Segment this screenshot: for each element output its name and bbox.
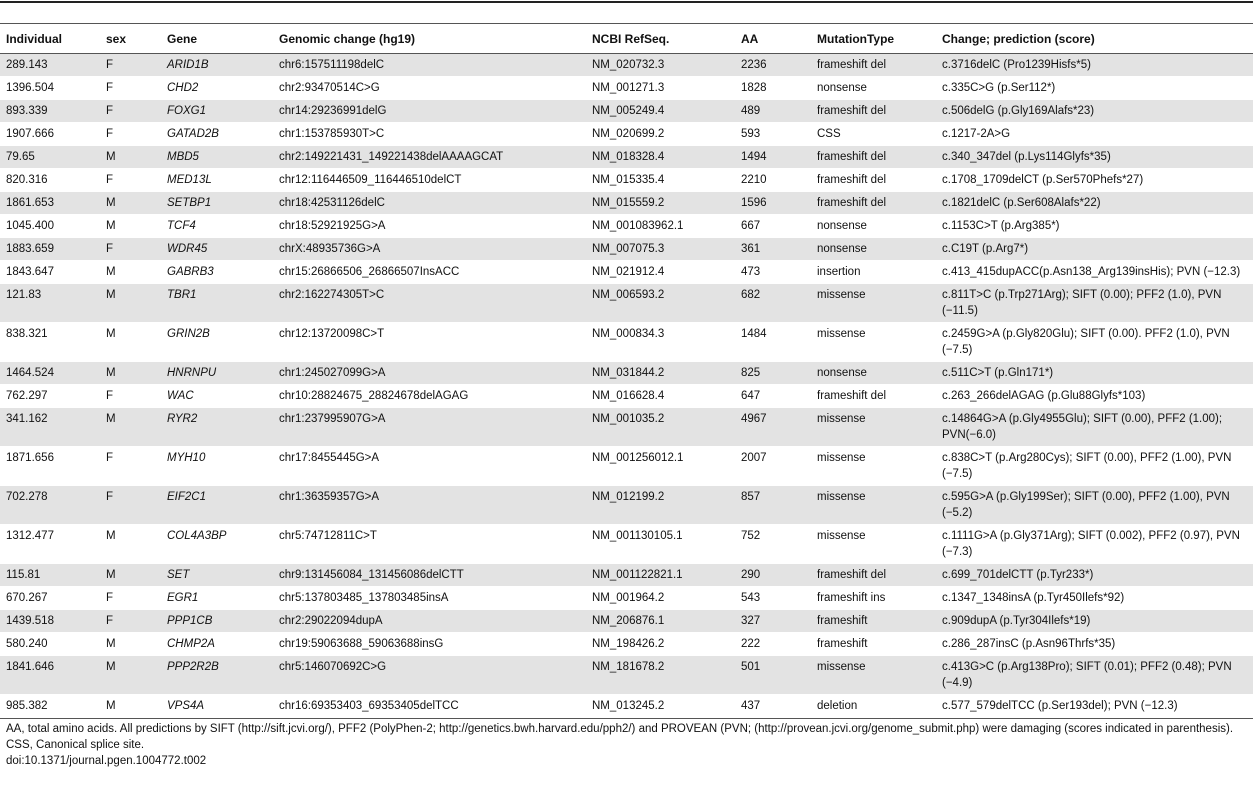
- cell-prediction: c.335C>G (p.Ser112*): [936, 77, 1253, 100]
- cell-mutation-type: nonsense: [811, 77, 936, 100]
- cell-mutation-type: frameshift: [811, 610, 936, 633]
- cell-prediction: c.838C>T (p.Arg280Cys); SIFT (0.00), PFF2 (1.00), PVN (−7.5): [936, 447, 1253, 486]
- col-header-individual: Individual: [0, 24, 100, 54]
- cell-individual: 1883.659: [0, 238, 100, 261]
- cell-refseq: NM_018328.4: [586, 146, 735, 169]
- cell-refseq: NM_007075.3: [586, 238, 735, 261]
- cell-individual: 115.81: [0, 564, 100, 587]
- cell-prediction: c.1347_1348insA (p.Tyr450Ilefs*92): [936, 587, 1253, 610]
- cell-genomic-change: chr6:157511198delC: [273, 54, 586, 77]
- cell-genomic-change: chr10:28824675_28824678delAGAG: [273, 385, 586, 408]
- cell-genomic-change: chr5:74712811C>T: [273, 525, 586, 564]
- table-row: [0, 192, 1253, 215]
- cell-individual: 1871.656: [0, 447, 100, 486]
- table-row: [0, 362, 1253, 385]
- cell-prediction: c.413G>C (p.Arg138Pro); SIFT (0.01); PFF2 (0.48); PVN (−4.9): [936, 656, 1253, 695]
- cell-refseq: NM_012199.2: [586, 486, 735, 525]
- cell-mutation-type: missense: [811, 656, 936, 695]
- table-row: [0, 610, 1253, 633]
- cell-genomic-change: chr5:137803485_137803485insA: [273, 587, 586, 610]
- cell-prediction: c.699_701delCTT (p.Tyr233*): [936, 564, 1253, 587]
- cell-gene: SET: [161, 564, 273, 587]
- table-row: [0, 656, 1253, 695]
- cell-prediction: c.340_347del (p.Lys114Glyfs*35): [936, 146, 1253, 169]
- cell-gene: PPP2R2B: [161, 656, 273, 695]
- table-row: [0, 323, 1253, 362]
- cell-refseq: NM_006593.2: [586, 284, 735, 323]
- cell-sex: M: [100, 525, 161, 564]
- cell-mutation-type: frameshift del: [811, 192, 936, 215]
- cell-individual: 1861.653: [0, 192, 100, 215]
- cell-gene: WDR45: [161, 238, 273, 261]
- cell-mutation-type: missense: [811, 486, 936, 525]
- table-row: [0, 261, 1253, 284]
- cell-gene: TCF4: [161, 215, 273, 238]
- cell-individual: 1841.646: [0, 656, 100, 695]
- table-row: [0, 215, 1253, 238]
- cell-prediction: c.511C>T (p.Gln171*): [936, 362, 1253, 385]
- cell-genomic-change: chr2:162274305T>C: [273, 284, 586, 323]
- cell-gene: RYR2: [161, 408, 273, 447]
- cell-prediction: c.14864G>A (p.Gly4955Glu); SIFT (0.00), PFF2 (1.00); PVN(−6.0): [936, 408, 1253, 447]
- cell-prediction: c.1217-2A>G: [936, 123, 1253, 146]
- cell-gene: HNRNPU: [161, 362, 273, 385]
- cell-prediction: c.413_415dupACC(p.Asn138_Arg139insHis); PVN (−12.3): [936, 261, 1253, 284]
- table-row: [0, 447, 1253, 486]
- cell-mutation-type: CSS: [811, 123, 936, 146]
- cell-genomic-change: chr9:131456084_131456086delCTT: [273, 564, 586, 587]
- cell-mutation-type: frameshift del: [811, 385, 936, 408]
- cell-sex: F: [100, 610, 161, 633]
- cell-gene: PPP1CB: [161, 610, 273, 633]
- cell-aa: 543: [735, 587, 811, 610]
- cell-mutation-type: missense: [811, 447, 936, 486]
- col-header-gene: Gene: [161, 24, 273, 54]
- cell-sex: M: [100, 362, 161, 385]
- cell-aa: 4967: [735, 408, 811, 447]
- cell-individual: 838.321: [0, 323, 100, 362]
- table-row: [0, 525, 1253, 564]
- cell-aa: 1484: [735, 323, 811, 362]
- cell-prediction: c.2459G>A (p.Gly820Glu); SIFT (0.00). PFF2 (1.0), PVN (−7.5): [936, 323, 1253, 362]
- cell-prediction: c.286_287insC (p.Asn96Thrfs*35): [936, 633, 1253, 656]
- cell-refseq: NM_001122821.1: [586, 564, 735, 587]
- table-row: [0, 169, 1253, 192]
- cell-individual: 289.143: [0, 54, 100, 77]
- cell-gene: FOXG1: [161, 100, 273, 123]
- cell-genomic-change: chr18:52921925G>A: [273, 215, 586, 238]
- cell-individual: 1396.504: [0, 77, 100, 100]
- cell-refseq: NM_031844.2: [586, 362, 735, 385]
- col-header-refseq: NCBI RefSeq.: [586, 24, 735, 54]
- cell-gene: EGR1: [161, 587, 273, 610]
- cell-aa: 1828: [735, 77, 811, 100]
- cell-individual: 1843.647: [0, 261, 100, 284]
- cell-aa: 667: [735, 215, 811, 238]
- cell-genomic-change: chr2:29022094dupA: [273, 610, 586, 633]
- table-row: [0, 587, 1253, 610]
- cell-refseq: NM_013245.2: [586, 695, 735, 718]
- cell-individual: 985.382: [0, 695, 100, 718]
- table-row: [0, 238, 1253, 261]
- cell-aa: 682: [735, 284, 811, 323]
- cell-aa: 222: [735, 633, 811, 656]
- cell-aa: 290: [735, 564, 811, 587]
- cell-aa: 1494: [735, 146, 811, 169]
- variants-table: [0, 24, 1253, 718]
- table-row: [0, 385, 1253, 408]
- cell-refseq: NM_001130105.1: [586, 525, 735, 564]
- cell-gene: GATAD2B: [161, 123, 273, 146]
- cell-prediction: c.1821delC (p.Ser608Alafs*22): [936, 192, 1253, 215]
- col-header-aa: AA: [735, 24, 811, 54]
- cell-prediction: c.3716delC (Pro1239Hisfs*5): [936, 54, 1253, 77]
- cell-mutation-type: frameshift del: [811, 146, 936, 169]
- table-row: [0, 100, 1253, 123]
- cell-individual: 762.297: [0, 385, 100, 408]
- cell-gene: ARID1B: [161, 54, 273, 77]
- cell-sex: M: [100, 695, 161, 718]
- cell-refseq: NM_005249.4: [586, 100, 735, 123]
- cell-mutation-type: nonsense: [811, 215, 936, 238]
- cell-gene: MBD5: [161, 146, 273, 169]
- cell-refseq: NM_181678.2: [586, 656, 735, 695]
- cell-sex: F: [100, 77, 161, 100]
- col-header-prediction: Change; prediction (score): [936, 24, 1253, 54]
- cell-genomic-change: chr1:237995907G>A: [273, 408, 586, 447]
- cell-aa: 361: [735, 238, 811, 261]
- cell-mutation-type: missense: [811, 408, 936, 447]
- cell-individual: 1907.666: [0, 123, 100, 146]
- header-row: [0, 24, 1253, 54]
- cell-prediction: c.263_266delAGAG (p.Glu88Glyfs*103): [936, 385, 1253, 408]
- cell-aa: 2236: [735, 54, 811, 77]
- cell-genomic-change: chr12:13720098C>T: [273, 323, 586, 362]
- cell-refseq: NM_016628.4: [586, 385, 735, 408]
- cell-individual: 1439.518: [0, 610, 100, 633]
- cell-gene: GRIN2B: [161, 323, 273, 362]
- cell-gene: MYH10: [161, 447, 273, 486]
- cell-mutation-type: frameshift del: [811, 54, 936, 77]
- cell-mutation-type: frameshift del: [811, 564, 936, 587]
- cell-sex: M: [100, 215, 161, 238]
- cell-prediction: c.811T>C (p.Trp271Arg); SIFT (0.00); PFF2 (1.0), PVN (−11.5): [936, 284, 1253, 323]
- cell-refseq: NM_001256012.1: [586, 447, 735, 486]
- cell-genomic-change: chr1:245027099G>A: [273, 362, 586, 385]
- cell-mutation-type: frameshift ins: [811, 587, 936, 610]
- cell-refseq: NM_001035.2: [586, 408, 735, 447]
- cell-gene: SETBP1: [161, 192, 273, 215]
- cell-aa: 327: [735, 610, 811, 633]
- cell-aa: 825: [735, 362, 811, 385]
- cell-prediction: c.1708_1709delCT (p.Ser570Phefs*27): [936, 169, 1253, 192]
- cell-aa: 593: [735, 123, 811, 146]
- table-row: [0, 633, 1253, 656]
- table-row: [0, 695, 1253, 718]
- cell-sex: M: [100, 564, 161, 587]
- cell-prediction: c.1153C>T (p.Arg385*): [936, 215, 1253, 238]
- cell-aa: 437: [735, 695, 811, 718]
- cell-sex: F: [100, 169, 161, 192]
- cell-prediction: c.506delG (p.Gly169Alafs*23): [936, 100, 1253, 123]
- cell-sex: M: [100, 284, 161, 323]
- cell-refseq: NM_001271.3: [586, 77, 735, 100]
- cell-sex: M: [100, 192, 161, 215]
- cell-genomic-change: chr1:153785930T>C: [273, 123, 586, 146]
- cell-individual: 79.65: [0, 146, 100, 169]
- table-row: [0, 123, 1253, 146]
- cell-gene: MED13L: [161, 169, 273, 192]
- cell-individual: 1045.400: [0, 215, 100, 238]
- cell-sex: F: [100, 447, 161, 486]
- cell-refseq: NM_020732.3: [586, 54, 735, 77]
- cell-individual: 893.339: [0, 100, 100, 123]
- table-row: [0, 408, 1253, 447]
- cell-prediction: c.909dupA (p.Tyr304Ilefs*19): [936, 610, 1253, 633]
- cell-genomic-change: chr5:146070692C>G: [273, 656, 586, 695]
- cell-genomic-change: chr18:42531126delC: [273, 192, 586, 215]
- col-header-genomic-change: Genomic change (hg19): [273, 24, 586, 54]
- cell-refseq: NM_021912.4: [586, 261, 735, 284]
- cell-mutation-type: nonsense: [811, 238, 936, 261]
- cell-individual: 341.162: [0, 408, 100, 447]
- cell-aa: 2007: [735, 447, 811, 486]
- cell-genomic-change: chr17:8455445G>A: [273, 447, 586, 486]
- cell-sex: F: [100, 54, 161, 77]
- cell-individual: 121.83: [0, 284, 100, 323]
- cell-gene: CHD2: [161, 77, 273, 100]
- cell-gene: VPS4A: [161, 695, 273, 718]
- cell-sex: F: [100, 238, 161, 261]
- cell-mutation-type: insertion: [811, 261, 936, 284]
- cell-prediction: c.577_579delTCC (p.Ser193del); PVN (−12.3): [936, 695, 1253, 718]
- cell-aa: 489: [735, 100, 811, 123]
- cell-prediction: c.C19T (p.Arg7*): [936, 238, 1253, 261]
- cell-mutation-type: deletion: [811, 695, 936, 718]
- cell-genomic-change: chr14:29236991delG: [273, 100, 586, 123]
- col-header-mutation-type: MutationType: [811, 24, 936, 54]
- cell-individual: 820.316: [0, 169, 100, 192]
- cell-genomic-change: chr16:69353403_69353405delTCC: [273, 695, 586, 718]
- cell-genomic-change: chr2:149221431_149221438delAAAAGCAT: [273, 146, 586, 169]
- cell-aa: 473: [735, 261, 811, 284]
- cell-aa: 752: [735, 525, 811, 564]
- cell-aa: 647: [735, 385, 811, 408]
- cell-refseq: NM_001083962.1: [586, 215, 735, 238]
- cell-mutation-type: frameshift del: [811, 100, 936, 123]
- table-row: [0, 54, 1253, 77]
- cell-mutation-type: missense: [811, 525, 936, 564]
- cell-prediction: c.595G>A (p.Gly199Ser); SIFT (0.00), PFF2 (1.00), PVN (−5.2): [936, 486, 1253, 525]
- cell-mutation-type: frameshift: [811, 633, 936, 656]
- cell-sex: F: [100, 100, 161, 123]
- doi-text: doi:10.1371/journal.pgen.1004772.t002: [6, 755, 207, 767]
- cell-gene: GABRB3: [161, 261, 273, 284]
- cell-sex: F: [100, 123, 161, 146]
- cell-genomic-change: chr19:59063688_59063688insG: [273, 633, 586, 656]
- cell-individual: 1464.524: [0, 362, 100, 385]
- cell-refseq: NM_015559.2: [586, 192, 735, 215]
- cell-refseq: NM_015335.4: [586, 169, 735, 192]
- cell-prediction: c.1111G>A (p.Gly371Arg); SIFT (0.002), PFF2 (0.97), PVN (−7.3): [936, 525, 1253, 564]
- table-row: [0, 284, 1253, 323]
- cell-aa: 857: [735, 486, 811, 525]
- cell-sex: F: [100, 385, 161, 408]
- cell-genomic-change: chr1:36359357G>A: [273, 486, 586, 525]
- cell-individual: 1312.477: [0, 525, 100, 564]
- cell-individual: 670.267: [0, 587, 100, 610]
- cell-refseq: NM_020699.2: [586, 123, 735, 146]
- cell-sex: F: [100, 486, 161, 525]
- cell-aa: 1596: [735, 192, 811, 215]
- cell-refseq: NM_198426.2: [586, 633, 735, 656]
- cell-refseq: NM_206876.1: [586, 610, 735, 633]
- cell-genomic-change: chr2:93470514C>G: [273, 77, 586, 100]
- table-row: [0, 146, 1253, 169]
- table-body: [0, 54, 1253, 718]
- cell-genomic-change: chrX:48935736G>A: [273, 238, 586, 261]
- table-row: [0, 77, 1253, 100]
- cell-sex: M: [100, 633, 161, 656]
- cell-sex: M: [100, 656, 161, 695]
- cell-mutation-type: nonsense: [811, 362, 936, 385]
- table-footnote: AA, total amino acids. All predictions by SIFT (http://sift.jcvi.org/), PFF2 (PolyPhen-2; http://genetics.bwh.harvard.edu/pph2/) and PROVEAN (PVN; (http://provean.jcvi.org/genome_submit.php) were damaging (scores indicated in parenthesis). CSS, Canonical splice site.: [6, 723, 1234, 751]
- cell-sex: M: [100, 323, 161, 362]
- cell-genomic-change: chr15:26866506_26866507InsACC: [273, 261, 586, 284]
- cell-individual: 702.278: [0, 486, 100, 525]
- cell-gene: EIF2C1: [161, 486, 273, 525]
- cell-gene: TBR1: [161, 284, 273, 323]
- cell-aa: 2210: [735, 169, 811, 192]
- cell-mutation-type: missense: [811, 284, 936, 323]
- cell-sex: M: [100, 408, 161, 447]
- table-row: [0, 486, 1253, 525]
- cell-gene: COL4A3BP: [161, 525, 273, 564]
- cell-sex: M: [100, 146, 161, 169]
- col-header-sex: sex: [100, 24, 161, 54]
- cell-mutation-type: frameshift del: [811, 169, 936, 192]
- cell-refseq: NM_001964.2: [586, 587, 735, 610]
- cell-gene: WAC: [161, 385, 273, 408]
- cell-gene: CHMP2A: [161, 633, 273, 656]
- cell-individual: 580.240: [0, 633, 100, 656]
- title-gap: [0, 3, 1253, 23]
- cell-sex: F: [100, 587, 161, 610]
- cell-sex: M: [100, 261, 161, 284]
- table-figure: [0, 1, 1253, 769]
- cell-aa: 501: [735, 656, 811, 695]
- cell-refseq: NM_000834.3: [586, 323, 735, 362]
- cell-mutation-type: missense: [811, 323, 936, 362]
- cell-genomic-change: chr12:116446509_116446510delCT: [273, 169, 586, 192]
- table-row: [0, 564, 1253, 587]
